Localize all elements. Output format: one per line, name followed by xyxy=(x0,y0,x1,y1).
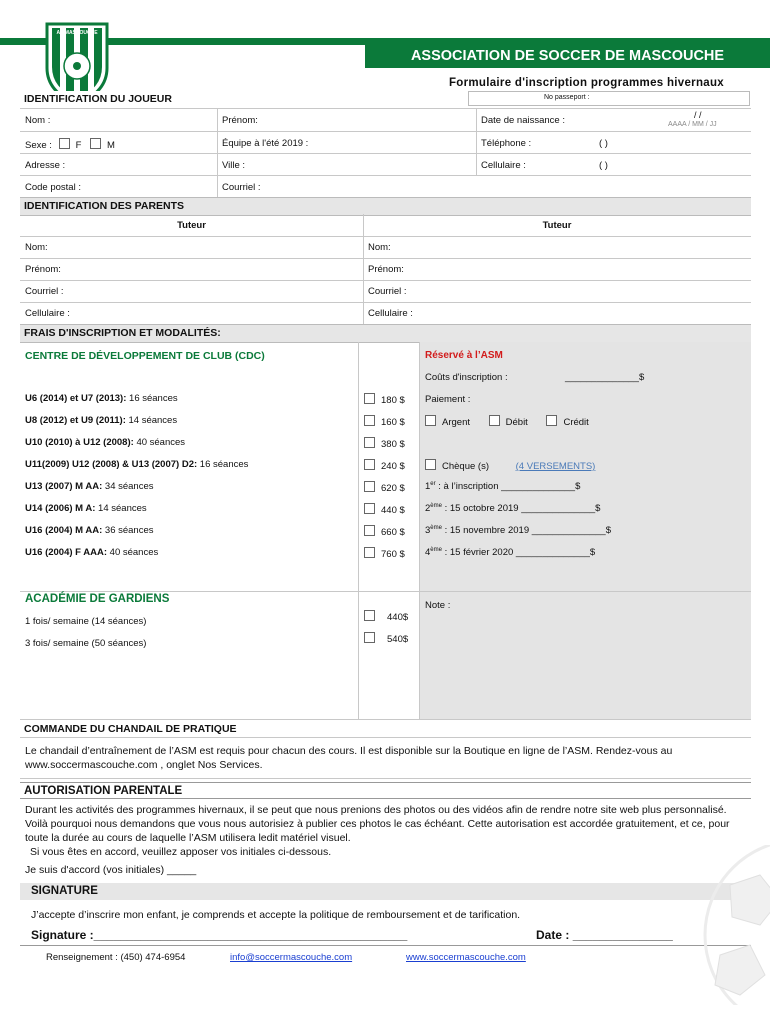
fee-checkbox[interactable] xyxy=(364,525,375,536)
cdc-title: CENTRE DE DÉVELOPPEMENT DE CLUB (CDC) xyxy=(25,350,265,362)
soccer-ball-decoration xyxy=(690,845,770,1005)
reserved-title: Réservé à l’ASM xyxy=(425,350,503,361)
telephone-paren: ( ) xyxy=(599,138,608,149)
fee-row-price[interactable]: 440 $ xyxy=(364,503,405,516)
birth-label: Date de naissance : xyxy=(481,115,565,126)
equipe-label: Équipe à l'été 2019 : xyxy=(222,138,309,149)
versement-4: 4ème : 15 février 2020 ______________$ xyxy=(425,547,596,559)
birth-format: AAAA / MM / JJ xyxy=(668,121,717,128)
footer-website-link[interactable]: www.soccermascouche.com xyxy=(406,952,526,963)
fee-row-price[interactable]: 240 $ xyxy=(364,459,405,472)
signature-label: Signature : xyxy=(31,928,94,942)
birth-slashes: / / xyxy=(694,110,702,120)
parent1-courriel: Courriel : xyxy=(25,286,64,297)
fee-row-label: U16 (2004) F AAA: 40 séances xyxy=(25,547,159,558)
section-signature: SIGNATURE xyxy=(20,883,751,900)
fee-row-label: U11(2009) U12 (2008) & U13 (2007) D2: 16 séances xyxy=(25,459,249,470)
debit-checkbox[interactable] xyxy=(489,415,500,426)
header-green-bar xyxy=(0,38,770,45)
fee-row-label: U6 (2014) et U7 (2013): 16 séances xyxy=(25,393,178,404)
cheque-checkbox[interactable] xyxy=(425,459,436,470)
note-label: Note : xyxy=(425,600,451,611)
date-line: _______________ xyxy=(572,928,673,942)
paiement-label: Paiement : xyxy=(425,394,471,405)
versements-link[interactable]: (4 VERSEMENTS) xyxy=(515,461,596,472)
authorization-text: Durant les activités des programmes hivernaux, il se peut que nous prenions des photos ou des vidéos afin de rendre notre site web plus personnalisé. Voilà pourquoi nous demandons que vous nous autorisiez à publier ces photos le cas échéant. Cette autorisation est accordée gratuitement, et ce, pour toute la durée au cours de laquelle l’ASM utilisera ledit matériel visuel. xyxy=(25,804,730,844)
fee-row-price[interactable]: 660 $ xyxy=(364,525,405,538)
fee-row-price[interactable]: 620 $ xyxy=(364,481,405,494)
gk-checkbox[interactable] xyxy=(364,610,375,621)
footer-phone: Renseignement : (450) 474-6954 xyxy=(46,952,186,963)
parent1-cellulaire: Cellulaire : xyxy=(25,308,70,319)
jersey-text: Le chandail d’entraînement de l’ASM est requis pour chacun des cours. Il est disponible sur la Boutique en ligne de l’ASM. Rendez-vous au www.soccermascouche.com , onglet Nos Services. xyxy=(25,745,673,771)
passport-field[interactable] xyxy=(468,91,750,106)
credit-checkbox[interactable] xyxy=(546,415,557,426)
fee-row-price[interactable]: 760 $ xyxy=(364,547,405,560)
fee-row-price[interactable]: 180 $ xyxy=(364,393,405,406)
fee-row-price[interactable]: 160 $ xyxy=(364,415,405,428)
parent2-prenom: Prénom: xyxy=(368,264,404,275)
versement-3: 3ème : 15 novembre 2019 ______________$ xyxy=(425,525,612,537)
code-postal-label: Code postal : xyxy=(25,182,81,193)
cellulaire-label: Cellulaire : xyxy=(481,160,526,171)
player-prenom-label: Prénom: xyxy=(222,115,258,126)
sexe-f-checkbox[interactable] xyxy=(59,138,70,149)
authorization-text-2: Si vous êtes en accord, veuillez apposer vos initiales ci-dessous. xyxy=(30,846,332,858)
fee-row-label: U10 (2010) à U12 (2008): 40 séances xyxy=(25,437,186,448)
section-authorization: AUTORISATION PARENTALE xyxy=(20,782,751,799)
authorization-agree[interactable]: Je suis d'accord (vos initiales) _____ xyxy=(25,864,197,876)
adresse-label: Adresse : xyxy=(25,160,66,171)
page-title: ASSOCIATION DE SOCCER DE MASCOUCHE xyxy=(365,45,770,68)
versement-1: 1er : à l’inscription ______________$ xyxy=(425,481,581,493)
logo-text: AS MASCOUCHE xyxy=(56,30,98,36)
signature-text: J’accepte d’inscrire mon enfant, je comprends et accepte la politique de remboursement et de tarification. xyxy=(31,909,521,921)
argent-checkbox[interactable] xyxy=(425,415,436,426)
fee-row-label: U8 (2012) et U9 (2011): 14 séances xyxy=(25,415,178,426)
section-parents: IDENTIFICATION DES PARENTS xyxy=(20,197,751,216)
sexe-m-checkbox[interactable] xyxy=(90,138,101,149)
fee-checkbox[interactable] xyxy=(364,459,375,470)
section-player: IDENTIFICATION DU JOUEUR xyxy=(20,91,751,109)
fee-checkbox[interactable] xyxy=(364,437,375,448)
gk-title: ACADÉMIE DE GARDIENS xyxy=(25,593,170,605)
signature-field[interactable] xyxy=(31,928,407,942)
cheque-row: Chèque (s) (4 VERSEMENTS) xyxy=(425,459,595,472)
cellulaire-paren: ( ) xyxy=(599,160,608,171)
fee-checkbox[interactable] xyxy=(364,393,375,404)
fee-checkbox[interactable] xyxy=(364,503,375,514)
tuteur-2-header: Tuteur xyxy=(542,220,572,231)
parent1-nom: Nom: xyxy=(25,242,48,253)
fee-row-price[interactable]: 380 $ xyxy=(364,437,405,450)
parent2-nom: Nom: xyxy=(368,242,391,253)
courriel-label: Courriel : xyxy=(222,182,261,193)
gk-row-price[interactable]: 440$ xyxy=(364,610,408,623)
player-nom-label: Nom : xyxy=(25,115,51,126)
parent2-courriel: Courriel : xyxy=(368,286,407,297)
ville-label: Ville : xyxy=(222,160,246,171)
section-jersey: COMMANDE DU CHANDAIL DE PRATIQUE xyxy=(20,721,751,738)
versement-2: 2ème : 15 octobre 2019 ______________$ xyxy=(425,503,601,515)
fee-row-label: U13 (2007) M AA: 34 séances xyxy=(25,481,154,492)
section-fees: FRAIS D'INSCRIPTION ET MODALITÉS: xyxy=(20,324,751,343)
sexe-label: Sexe : F M xyxy=(25,140,115,151)
couts-label: Coûts d'inscription : xyxy=(425,372,508,383)
gk-row-label: 1 fois/ semaine (14 séances) xyxy=(25,616,147,627)
gk-row-label: 3 fois/ semaine (50 séances) xyxy=(25,638,147,649)
passport-label: No passeport : xyxy=(544,94,590,101)
date-field[interactable] xyxy=(536,928,673,942)
parent2-cellulaire: Cellulaire : xyxy=(368,308,413,319)
form-subtitle: Formulaire d'inscription programmes hivernaux xyxy=(448,77,724,89)
gk-row-price[interactable]: 540$ xyxy=(364,632,408,645)
payment-methods: Argent Débit Crédit xyxy=(425,415,589,428)
date-label: Date : xyxy=(536,928,570,942)
signature-line: _______________________________________________ xyxy=(93,928,408,942)
couts-blank: ______________$ xyxy=(565,372,645,383)
fee-checkbox[interactable] xyxy=(364,481,375,492)
gk-checkbox[interactable] xyxy=(364,632,375,643)
fee-checkbox[interactable] xyxy=(364,415,375,426)
parent1-prenom: Prénom: xyxy=(25,264,61,275)
fee-checkbox[interactable] xyxy=(364,547,375,558)
footer-email-link[interactable]: info@soccermascouche.com xyxy=(230,952,353,963)
fee-row-label: U14 (2006) M A: 14 séances xyxy=(25,503,147,514)
telephone-label: Téléphone : xyxy=(481,138,532,149)
tuteur-1-header: Tuteur xyxy=(177,220,206,231)
fee-row-label: U16 (2004) M AA: 36 séances xyxy=(25,525,154,536)
